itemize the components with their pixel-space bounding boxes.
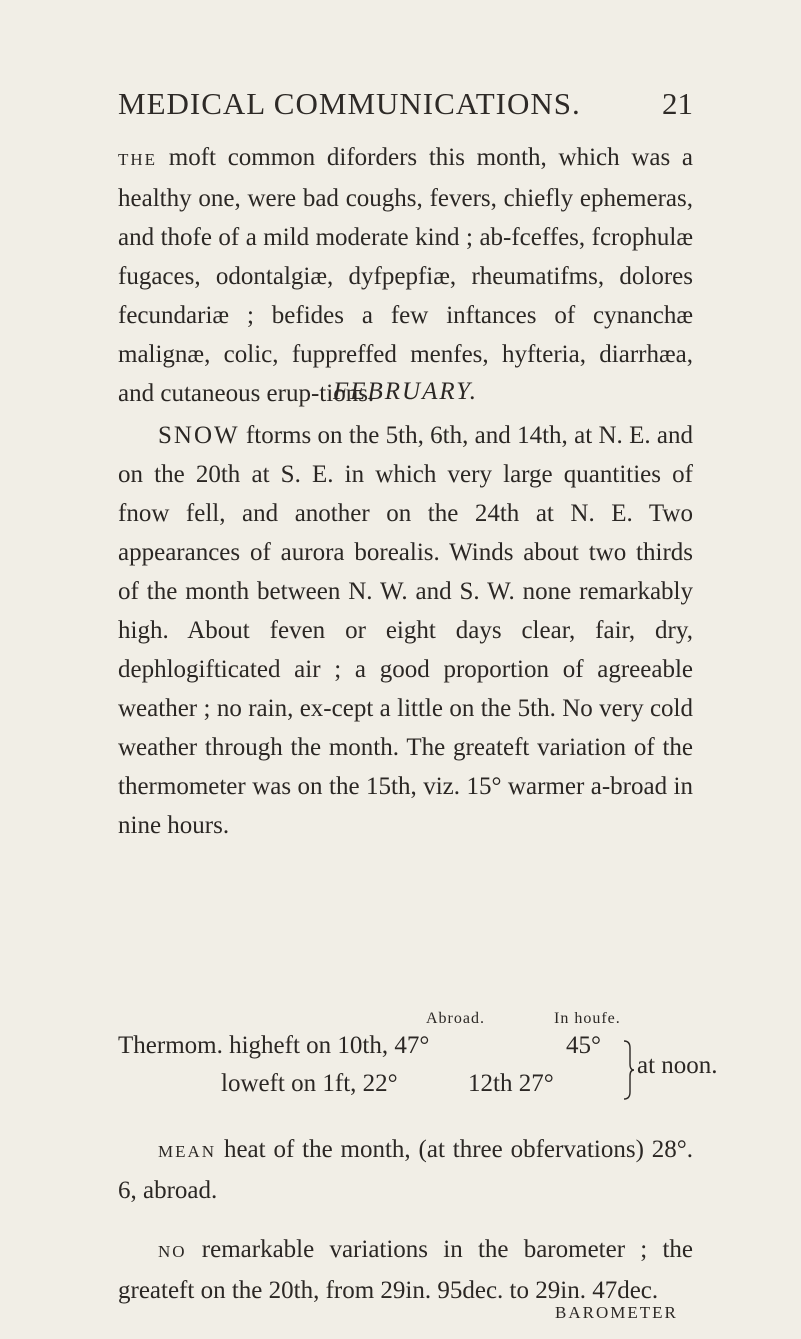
paragraph-body: heat of the month, (at three obfervations) 28°. 6, abroad. (118, 1136, 694, 1204)
thermometer-highest-in-house: 45° (566, 1032, 601, 1059)
paragraph-mean-heat (118, 1130, 693, 1210)
paragraph-february-weather (118, 416, 693, 845)
paragraph-body: ftorms on the 5th, 6th, and 14th, at N. E. and on the 20th at S. E. in which very large quantities of fnow fell, and another on the 24th at N. E. Two appearances of aurora borealis. Winds about two thirds of the month between N. W. and S. W. none remarkably high. About feven or eight days clear, fair, dry, dephlogifticated air ; a good proportion of agreeable weather ; no rain, ex-cept a little on the 5th. No very cold weather through the month. The greateft variation of the thermometer was on the 15th, viz. 15° warmer a-broad in nine hours. (118, 422, 693, 839)
month-heading: FEBRUARY. (332, 378, 479, 405)
paragraph-body: moft common diforders this month, which was a healthy one, were bad coughs, fevers, chiefly ephemeras, and thofe of a mild moderate kind ; ab-fceffes, fcrophulæ fugaces, odontalgiæ, dyfpepfiæ, rheumatifms, dolores fecundariæ ; befides a few inftances of cynanchæ malignæ, colic, fuppreffed menfes, hyfteria, diarrhæa, and cutaneous erup-tions. (118, 144, 693, 407)
paragraph-lead-word: SNOW (158, 422, 240, 449)
thermometer-table (118, 1010, 718, 1130)
column-header-abroad: Abroad. (426, 1010, 485, 1027)
catchword: BAROMETER (555, 1303, 678, 1322)
thermometer-lowest-row: loweft on 1ft, 22° (221, 1070, 398, 1097)
paragraph-common-disorders (118, 138, 693, 413)
paragraph-lead-word: NO (158, 1242, 187, 1261)
column-header-in-house: In houfe. (554, 1010, 621, 1027)
header-title: MEDICAL COMMUNICATIONS. (118, 86, 581, 121)
thermometer-lowest-in-house: 12th 27° (468, 1070, 554, 1097)
thermometer-highest-row: Thermom. higheft on 10th, 47° (118, 1032, 430, 1059)
page-number: 21 (662, 86, 693, 121)
thermometer-note: at noon. (637, 1052, 718, 1079)
curly-brace-icon (623, 1040, 635, 1100)
paragraph-lead-word: THE (118, 150, 158, 169)
paragraph-barometer (118, 1230, 693, 1310)
paragraph-lead-word: MEAN (158, 1142, 217, 1161)
paragraph-body: remarkable variations in the barometer ; the greateft on the 20th, from 29in. 95dec. to 29in. 47dec. (118, 1236, 693, 1304)
running-header (118, 86, 693, 122)
